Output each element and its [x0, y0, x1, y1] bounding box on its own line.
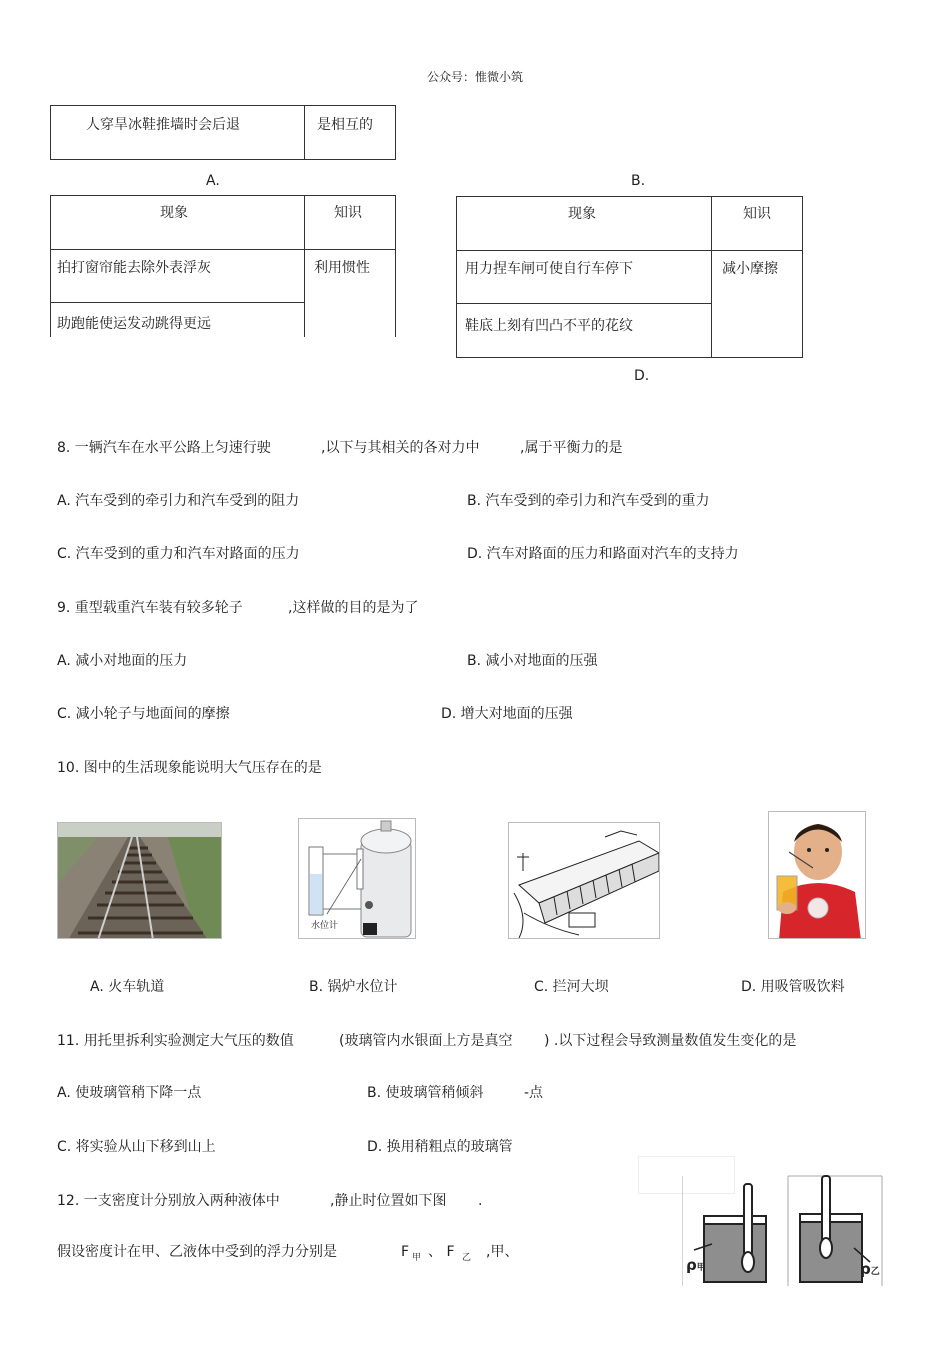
page-header: 公众号：惟微小筑: [426, 70, 523, 84]
q11-option-d: D. 换用稍粗点的玻璃管: [367, 1139, 513, 1155]
q11-stem-part1: 11. 用托里拆利实验测定大气压的数值: [57, 1033, 294, 1049]
boiler-gauge-label: 水位计: [311, 921, 339, 931]
q12-stem-part1: 12. 一支密度计分别放入两种液体中: [57, 1193, 280, 1209]
option-label-d: D.: [634, 368, 650, 384]
rho-yi-label: [860, 1260, 880, 1281]
rho-subscript-yi: 乙: [870, 1267, 880, 1277]
q8-option-a: A. 汽车受到的牵引力和汽车受到的阻力: [57, 493, 300, 509]
option-label-a: A.: [206, 173, 220, 189]
dam-image: [508, 822, 660, 939]
q11-stem-part2: (玻璃管内水银面上方是真空: [339, 1033, 513, 1049]
q9-option-d: D. 增大对地面的压强: [441, 706, 573, 722]
q9-stem-part1: 9. 重型载重汽车装有较多轮子: [57, 600, 243, 616]
rho-jia-label: [686, 1256, 706, 1277]
table-a-row1: 拍打窗帘能去除外表浮灰: [57, 260, 211, 276]
q8-stem-part3: ,属于平衡力的是: [520, 440, 623, 456]
table-b-head-phenomenon: 现象: [568, 206, 596, 222]
q8-option-c: C. 汽车受到的重力和汽车对路面的压力: [57, 546, 300, 562]
table-a-row2: 助跑能使运发动跳得更远: [57, 316, 211, 332]
rho-symbol: ρ: [860, 1260, 871, 1278]
q10-option-c: C. 拦河大坝: [534, 979, 609, 995]
q9-option-b: B. 减小对地面的压强: [467, 653, 598, 669]
table-b-knowledge: 减小摩擦: [722, 261, 778, 277]
q9-option-c: C. 减小轮子与地面间的摩擦: [57, 706, 230, 722]
q12-stem-part2: ,静止时位置如下图: [330, 1193, 447, 1209]
q12-force-symbol-2: 、 F: [428, 1244, 455, 1260]
q10-option-d: D. 用吸管吸饮料: [741, 979, 845, 995]
q12-force-symbol-1: F: [401, 1244, 410, 1260]
q8-option-b: B. 汽车受到的牵引力和汽车受到的重力: [467, 493, 710, 509]
top-table-knowledge: 是相互的: [317, 117, 373, 133]
q9-option-a: A. 减小对地面的压力: [57, 653, 188, 669]
railway-track-image: [57, 822, 222, 939]
q11-option-a: A. 使玻璃管稍下降一点: [57, 1085, 202, 1101]
table-a-knowledge: 利用惯性: [314, 260, 370, 276]
table-b-head-knowledge: 知识: [743, 206, 771, 222]
q10-option-a: A. 火车轨道: [90, 979, 165, 995]
table-b-row2: 鞋底上刻有凹凸不平的花纹: [465, 318, 633, 334]
q12-force-subscript-yi: 乙: [462, 1253, 472, 1263]
hydrometer-figure: [682, 1174, 884, 1286]
q8-stem-part2: ,以下与其相关的各对力中: [321, 440, 480, 456]
q8-option-d: D. 汽车对路面的压力和路面对汽车的支持力: [467, 546, 739, 562]
q10-stem: 10. 图中的生活现象能说明大气压存在的是: [57, 760, 322, 776]
top-table-phenomenon: 人穿旱冰鞋推墙时会后退: [86, 117, 240, 133]
q12-line2-part3: ,甲、: [486, 1244, 519, 1260]
q11-option-b-part1: B. 使玻璃管稍倾斜: [367, 1085, 484, 1101]
option-label-b: B.: [631, 173, 646, 189]
q12-line2-part1: 假设密度计在甲、乙液体中受到的浮力分别是: [57, 1244, 337, 1260]
boiler-water-gauge-image: [298, 818, 416, 939]
q12-force-subscript-jia: 甲: [412, 1253, 422, 1263]
q12-stem-part3: .: [478, 1193, 483, 1209]
table-b-row1: 用力捏车闸可使自行车停下: [465, 261, 633, 277]
table-a-head-knowledge: 知识: [334, 205, 362, 221]
table-a-head-phenomenon: 现象: [160, 205, 188, 221]
q11-option-c: C. 将实验从山下移到山上: [57, 1139, 216, 1155]
q8-stem-part1: 8. 一辆汽车在水平公路上匀速行驶: [57, 440, 271, 456]
q11-option-b-part2: -点: [524, 1085, 544, 1101]
q9-stem-part2: ,这样做的目的是为了: [288, 600, 419, 616]
q10-option-b: B. 锅炉水位计: [309, 979, 398, 995]
q11-stem-part3: ) .以下过程会导致测量数值发生变化的是: [544, 1033, 797, 1049]
rho-subscript-jia: 甲: [696, 1263, 706, 1273]
boy-drinking-image: [768, 811, 866, 939]
rho-symbol: ρ: [686, 1256, 697, 1274]
